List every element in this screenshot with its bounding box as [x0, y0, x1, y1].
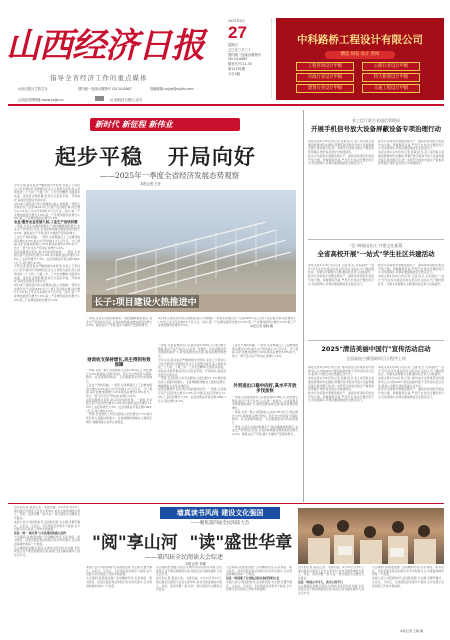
lead-article-col1 [14, 184, 80, 524]
masthead-email: 投稿邮箱:sxjjrb@sxjjrb.com [150, 87, 194, 91]
lead-photo [86, 190, 296, 312]
date-box [228, 18, 272, 98]
lead-paragraph: 今年以来,面对复杂严峻的国内外形势,全省上下坚持以习近平新时代中国特色社会主义思想为指导,深入贯彻党的二十大和二十届二中、三中全会精神,全面落实省委、省政府决策部署,经济运行起步平稳、开局向好,高质量发展迈出新步伐。 [14, 264, 80, 284]
bottom-photo [298, 508, 444, 564]
lead-paragraph: 工业生产加快回暖。一季度,全省规模以上工业增加值同比增长4.6%,较1-2月份加快1.2个百分点。分门类看,采矿业增加值增长3.9%,制造业增长8.8%,电力、热力、燃气及水生产和供应业增长3.4%。 [14, 234, 80, 250]
lead-kicker: 新时代 新征程 新伟业 [95, 120, 173, 129]
date-year-month: 2025年4月 [228, 19, 246, 23]
right-headline-2: 全省高校开展"一站式"学生社区共建活动 [317, 250, 435, 258]
bottom-article-col2: 本届大会以"阅读新时代,奋进新征程"为主题,设置开幕式、主论坛、分论坛、全民阅读活动等多个板块,全方位展示全民阅读工作的丰硕成果。 大会期间,各类阅读推广活动精彩纷呈,名家讲座、新书首发、读者见面会等活动吸引众多市民参与,让书香浸润城市的每一个角落。 [86, 566, 152, 588]
lead-photo-caption: 长子:项目建设火热推进中 [92, 295, 199, 308]
header-divider [8, 104, 444, 106]
date-cn: 国内统一连续出版物号 [228, 53, 261, 57]
ad-tag-4: 特大桥梁设计甲级 [362, 73, 420, 82]
ad-subtitle: 精选 研发 设计 咨询 [325, 51, 395, 59]
ad-tag-6: 交通工程设计甲级 [362, 84, 420, 93]
lead-article-col3: 一季度,全省货物进出口总值达到约100亿元,同比增长明显,新兴产业产品出口占比进一步提升。全省消费品市场规模持续扩大,新型消费加快发展,服务消费较快增长。 今年以来,面对复杂严峻的国内外形势,全省上下坚持以习近平新时代中国特色社会主义思想为指导,深入贯彻党的二十大和二十届二中、三中全会精神,全面落实省委、省政府决策部署,经济运行起步平稳、开局向好,高质量发展迈出新步伐。 一季度,全省居民人均可支配收入同比增长5.1%,城乡居民收入差距持续缩小。全省城镇新增就业人数稳定增长,城镇调查失业率总体稳定。 投资消费稳中有进,新兴动能加快培育。一季度,全省固定资产投资同比增长3.9%,其中制造业投资增长12.8%,工业投资增长7.3%。社会消费品零售总额1889.1亿元,同比增长4.5%。 [158, 344, 226, 403]
bottom-byline: 本报记者 李娜 [185, 562, 206, 566]
right-divider-1 [308, 239, 444, 240]
lead-subheading: 农业:服务农业发展大局,工业生产加快回暖 [14, 220, 78, 225]
right-headline-3-sub: 全国高校小额贷助项目小程序上线 [346, 356, 406, 361]
right-article-1-col1: 本报太原4月26日讯(记者 张敏)近日,省工信厅联合省通信管理局印发通知,部署开展手机信号放大设备屏蔽设备专项治理行动,进一步规范无线电设备生产销售和使用秩序,维护良好的空中电波秩序。 此次行动将集中清理违规生产、销售和使用的手机信号放大器、屏蔽器等设备,严厉打击非法设置使用行为,切实保障公众移动通信网络安全稳定运行。 [308, 140, 374, 166]
column-divider [303, 110, 304, 502]
right-article-1-col2: 此次行动将集中清理违规生产、销售和使用的手机信号放大器、屏蔽器等设备,严厉打击非法设置使用行为,切实保障公众移动通信网络安全稳定运行。 本报太原4月26日讯(记者 张敏)近日,省工信厅联合省通信管理局印发通知,部署开展手机信号放大设备屏蔽设备专项治理行动,进一步规范无线电设备生产销售和使用秩序,维护良好的空中电波秩序。 [378, 140, 444, 166]
bottom-headline: "阅"享山河 "读"盛世华章 [92, 533, 293, 553]
date-cn-no: CN 14-0067 [228, 57, 248, 61]
lead-article-col2a: 一季度,全省扎实推进春耕生产,粮食播种面积稳定,农业生产资料供应充足,全省农林牧渔业增加值同比增长4.5%。畜牧业生产平稳,猪牛羊禽肉产量保持增长。 [86, 317, 152, 328]
right-article-3-col1: 本报太原4月26日讯(记者 刘洋)由生态环境部宣传教育中心主办的2025"清洁美丽中国行"宣传活动近日启动,倡导公众践行绿色低碳生活方式。 本报太原4月26日讯(记者 张敏)近日,省工信厅联合省通信管理局印发通知,部署开展手机信号放大设备屏蔽设备专项治理行动,进一步规范无线电设备生产销售和使用秩序,维护良好的空中电波秩序。 此次行动将集中清理违规生产、销售和使用的手机信号放大器、屏蔽器等设备,严厉打击非法设置使用行为,切实保障公众移动通信网络安全稳定运行。 [308, 366, 374, 403]
masthead-sponsor: 山西日报社主管主办 [18, 87, 48, 91]
right-headline-3: 2025"清洁美丽中国行"宣传活动启动 [321, 345, 431, 353]
bottom-article-col3: 从古籍保护到数字阅读,从城市书房到乡村书屋,全民阅读正在不断拓展新的空间,阅读已成为越来越多人的生活方式。 四月的太原,春意正浓、书香四溢。4月23日至25日,第四届全民阅读大会在太原举办,来自全国各地的出版人、作家、读者齐聚一堂,共赴一场以阅读为主题的文化盛会。 [156, 566, 222, 592]
lead-photo-credit: 本报记者 郝晓 摄 [250, 324, 273, 328]
bottom-article-col4: 大会期间,各类阅读推广活动精彩纷呈,名家讲座、新书首发、读者见面会等活动吸引众多市民参与,让书香浸润城市的每一个角落。 这是一场展现了行业热点和未来趋势的大会 本届大会以"阅读新时代,奋进新征程"为主题,设置开幕式、主论坛、分论坛、全民阅读活动等多个板块,全方位展示全民阅读工作的丰硕成果。 [226, 566, 292, 592]
lead-byline: 本报记者 王菲 [140, 182, 161, 186]
masthead-wechat: (山西经济日报)公众号 [110, 98, 143, 102]
lead-photo-description: 4月24日,国家统计局山西调查总队公布数据,一季度全省地区生产总值5484.3亿元,按不变价格计算,同比增长5.1%,较上年全年加快0.6个百分点。其中,第一产业增加值同比增长5.8%,第二产业增加值同比增长5.6%,第三产业增加值同比增长5.6%。 [158, 317, 296, 328]
lead-paragraph: 今年以来,面对复杂严峻的国内外形势,全省上下坚持以习近平新时代中国特色社会主义思想为指导,深入贯彻党的二十大和二十届二中、三中全会精神,全面落实省委、省政府决策部署,经济运行起步平稳、开局向好,高质量发展迈出新步伐。 [14, 184, 80, 202]
date-issue: 第11791期 [228, 67, 246, 71]
bottom-divider [8, 503, 444, 504]
bottom-article-col1: 四月的太原,春意正浓、书香四溢。4月23日至25日,第四届全民阅读大会在太原举办,来自全国各地的出版人、作家、读者齐聚一堂,共赴一场以阅读为主题的文化盛会。 本届大会以"阅读新时代,奋进新征程"为主题,设置开幕式、主论坛、分论坛、全民阅读活动等多个板块,全方位展示全民阅读工作的丰硕成果。 这是一场'一城书香'与全民阅读的盛大赴约 大会期间,各类阅读推广活动精彩纷呈,名家讲座、新书首发、读者见面会等活动吸引众多市民参与,让书香浸润城市的每一个角落。 从古籍保护到数字阅读,从城市书房到乡村书屋,全民阅读正在不断拓展新的空间,阅读已成为越来越多人的生活方式。 [14, 506, 80, 558]
bottom-article-col5: 四月的太原,春意正浓、书香四溢。4月23日至25日,第四届全民阅读大会在太原举办,来自全国各地的出版人、作家、读者齐聚一堂,共赴一场以阅读为主题的文化盛会。 这是一场展示书写人、读书人的节日 从古籍保护到数字阅读,从城市书房到乡村书屋,全民阅读正在不断拓展新的空间,阅读已成为越来越多人的生活方式。 [298, 566, 364, 595]
lead-paragraph: 投资消费稳中有进,新兴动能加快培育。一季度,全省固定资产投资同比增长3.9%,其中制造业投资增长12.8%,工业投资增长7.3%。社会消费品零售总额1889.1亿元,同比增长4.5%。 [14, 249, 80, 265]
masthead-cn: 国内统一连续出版物号 CN 14-0067 [78, 87, 132, 91]
lead-headline: 起步平稳 开局向好 [55, 145, 256, 169]
bottom-kicker-sub: ——聚焦第四届全民阅读大会 [190, 521, 250, 526]
date-post: 邮发代号:21-35 [228, 62, 252, 66]
masthead-slogan: 指导全省经济工作的重点媒体 [50, 74, 148, 82]
lead-subhead: ——2025年一季度全省经济发展态势观察 [100, 171, 240, 180]
ad-title: 中科路桥工程设计有限公司 [297, 34, 423, 46]
col2-subheading-2: 外贸进出口稳中向好,高水平开放步伐加快 [233, 384, 297, 394]
date-weekday: 星期日 [228, 43, 238, 47]
ad-tag-3: 市政行业设计甲级 [296, 73, 354, 82]
lead-article-col4a: 工业生产加快回暖。一季度,全省规模以上工业增加值同比增长4.6%,较1-2月份加快1.2个百分点。分门类看,采矿业增加值增长3.9%,制造业增长8.8%,电力、热力、燃气及水生产和供应业增长3.4%。 [232, 344, 298, 359]
lead-article-col4b: 一季度,全省货物进出口总值达到约100亿元,同比增长明显,新兴产业产品出口占比进一步提升。全省消费品市场规模持续扩大,新型消费加快发展,服务消费较快增长。 一季度,全省一般公共预算收入完成766.9亿元,同比增长3.3%,税收收入增长较快。民生支出得到有力保障,教育、社会保障和就业、卫生健康等支出均实现增长。 一季度,全省扎实推进春耕生产,粮食播种面积稳定,农业生产资料供应充足,全省农林牧渔业增加值同比增长4.5%。畜牧业生产平稳,猪牛羊禽肉产量保持增长。 [232, 396, 298, 437]
bottom-article-col6: 大会期间,各类阅读推广活动精彩纷呈,名家讲座、新书首发、读者见面会等活动吸引众多市民参与,让书香浸润城市的每一个角落。 本届大会以"阅读新时代,奋进新征程"为主题,设置开幕式、主论坛、分论坛、全民阅读活动等多个板块,全方位展示全民阅读工作的丰硕成果。 [372, 566, 444, 588]
right-headline-1: 开展手机信号放大设备屏蔽设备专项治理行动 [311, 125, 441, 133]
date-day: 27 [228, 23, 247, 42]
masthead-title: 山西经济日报 [6, 26, 204, 66]
bottom-subhead: ——第四届全民阅读大会综述 [145, 554, 224, 561]
solar-structure-illustration [86, 190, 296, 312]
right-divider-2 [308, 340, 444, 341]
readers-crowd-illustration [298, 508, 444, 564]
lead-paragraph: 一季度,全省扎实推进春耕生产,粮食播种面积稳定,农业生产资料供应充足,全省农林牧渔业增加值同比增长4.5%。畜牧业生产平稳,猪牛羊禽肉产量保持增长。 [14, 223, 80, 236]
right-article-3-col2: 本报太原4月26日讯(记者 王丽)近日,全省高校"一站式"学生社区共建活动在太原启动,活动以"忆"调校园社区、共建文化新篇为主题,推动社区育人功能提升。 本报太原4月26日讯(记者 刘洋)由生态环境部宣传教育中心主办的2025"清洁美丽中国行"宣传活动近日启动,倡导公众践行绿色低碳生活方式。 此次行动将集中清理违规生产、销售和使用的手机信号放大器、屏蔽器等设备,严厉打击非法设置使用行为,切实保障公众移动通信网络安全稳定运行。 [378, 366, 444, 399]
lead-paragraph: 4月24日,国家统计局山西调查总队公布数据,一季度全省地区生产总值5484.3亿元,按不变价格计算,同比增长5.1%,较上年全年加快0.6个百分点。其中,第一产业增加值同比增长5.8%,第二产业增加值同比增长5.6%,第三产业增加值同比增长5.6%。 [14, 201, 80, 221]
ad-tag-1: 工程咨询设计甲级 [296, 62, 354, 71]
qr-code-icon [95, 96, 104, 101]
masthead-website[interactable]: 山西经济网网址:www.sxjjb.cn [18, 98, 64, 102]
ad-tag-2: 公路行业设计甲级 [362, 62, 420, 71]
right-article-2-col1: 本报太原4月26日讯(记者 王丽)近日,全省高校"一站式"学生社区共建活动在太原启动,活动以"忆"调校园社区、共建文化新篇为主题,推动社区育人功能提升。 此次行动将集中清理违规生产、销售和使用的手机信号放大器、屏蔽器等设备,严厉打击非法设置使用行为,切实保障公众移动通信网络安全稳定运行。 [308, 264, 374, 286]
ad-tag-5: 建筑行业设计甲级 [296, 84, 354, 93]
col2-subheading-1: 财政收支保持增长,民生得到有效保障 [87, 358, 151, 368]
date-pages: 今日4版 [228, 72, 240, 76]
bottom-kicker: 墙真读书风尚 建设文化强国 [176, 509, 264, 517]
lead-article-col2b: 一季度,全省一般公共预算收入完成766.9亿元,同比增长3.3%,税收收入增长较快。民生支出得到有力保障,教育、社会保障和就业、卫生健康等支出均实现增长。 工业生产加快回暖。一季度,全省规模以上工业增加值同比增长4.6%,较1-2月份加快1.2个百分点。分门类看,采矿业增加值增长3.9%,制造业增长8.8%,电力、热力、燃气及水生产和供应业增长3.4%。 投资消费稳中有进,新兴动能加快培育。一季度,全省固定资产投资同比增长3.9%,其中制造业投资增长12.8%,工业投资增长7.3%。社会消费品零售总额1889.1亿元,同比增长4.5%。 一季度,全省居民人均可支配收入同比增长5.1%,城乡居民收入差距持续缩小。全省城镇新增就业人数稳定增长,城镇调查失业率总体稳定。 [86, 369, 152, 424]
date-lunar: 乙巳年三月三十 [228, 48, 252, 52]
right-section-label: 省工信厅联合省通信管理局 [352, 118, 400, 123]
right-headline-2-kicker: "忆"调校园社区 共建文化新篇 [349, 243, 403, 248]
bottom-photo-credit: 本报记者 王敏 摄 [400, 629, 423, 633]
right-article-2-col2: 此次行动将集中清理违规生产、销售和使用的手机信号放大器、屏蔽器等设备,严厉打击非法设置使用行为,切实保障公众移动通信网络安全稳定运行。 本报太原4月26日讯(记者 王丽)近日,全省高校"一站式"学生社区共建活动在太原启动,活动以"忆"调校园社区、共建文化新篇为主题,推动社区育人功能提升。 [378, 264, 444, 286]
lead-paragraph: 4月24日,国家统计局山西调查总队公布数据,一季度全省地区生产总值5484.3亿元,按不变价格计算,同比增长5.1%,较上年全年加快0.6个百分点。其中,第一产业增加值同比增长5.8%,第二产业增加值同比增长5.6%,第三产业增加值同比增长5.6%。 [14, 282, 80, 302]
ad-banner[interactable] [276, 18, 444, 100]
